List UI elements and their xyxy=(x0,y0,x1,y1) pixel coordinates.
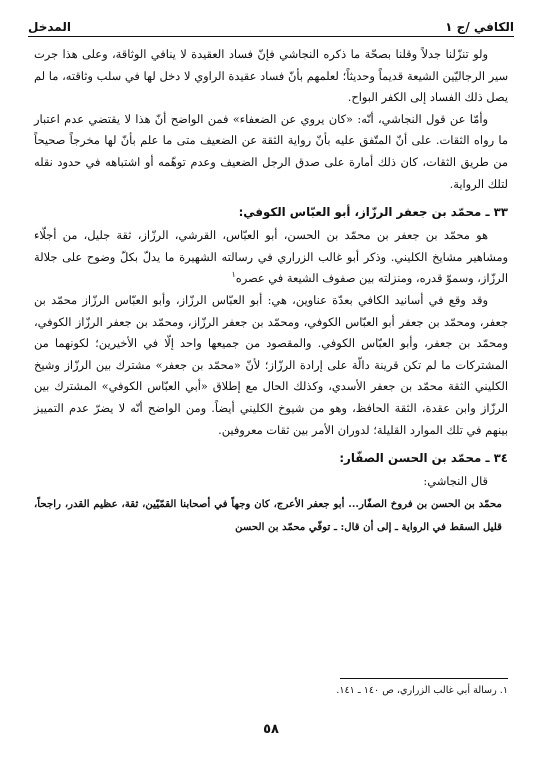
paragraph-1: ولو تنزّلنا جدلاً وقلنا بصحّة ما ذكره النجاشي فإنّ فساد العقيدة لا ينافي الوثاقة، وعلى هذا جرت سير الرجاليّين الشيعة قديماً وحديثاً؛ لعلمهم بأنّ فساد عقيدة الراوي لا دخل لها في سلب وثاقته، ما لم يصل ذلك الفساد إلى الكفر البواح. xyxy=(34,47,508,105)
section-title: المدخل xyxy=(28,20,71,34)
najashi-quote: محمّد بن الحسن بن فروخ الصفّار... أبو جعفر الأعرج، كان وجهاً في أصحابنا القمّيّين، ثقة، عظيم القدر، راجحاً، قليل السقط في الرواية ـ إلى أن قال: ـ توفّي محمّد بن الحسن xyxy=(34,497,502,533)
running-header xyxy=(28,12,514,34)
paragraph-4: وقد وقع في أسانيد الكافي بعدّة عناوين، هي: أبو العبّاس الرزّاز، وأبو العبّاس الرزّاز محمّد بن جعفر، ومحمّد بن جعفر أبو العبّاس الكوفي، ومحمّد بن جعفر الرزّاز، ومحمّد بن جعفر الرزّاز الكوفي، ومحمّد بن جعفر، وأبو العبّاس الكوفي. والمقصود من جميعها واحد إلّا في الأخيرين؛ لكونهما من المشتركات ما لم تكن قرينة دالّة على إرادة الرزّاز؛ لأنّ «محمّد بن جعفر» مشترك بين الرزّاز وشيخ الكليني الثقة محمّد بن جعفر الأسدي، وكذلك الحال مع إطلاق «أبي العبّاس الكوفي» المشترك بين الرزّاز وابن عقدة، الثقة الحافظ، وهو من شيوخ الكليني أيضاً. ومن الواضح أنّه لا يضرّ عدم التمييز بينهم في تلك الموارد القليلة؛ لدوران الأمر بين ثقات معروفين. xyxy=(34,292,508,437)
paragraph-3 xyxy=(34,225,508,290)
section-heading-33: ٣٣ ـ محمّد بن جعفر الرزّاز، أبو العبّاس الكوفي: xyxy=(238,205,508,220)
header-rule xyxy=(28,36,514,37)
footnote: ١. رسالة أبي غالب الزراري، ص ١٤٠ ـ ١٤١. xyxy=(336,685,508,696)
footnote-marker: ١ xyxy=(231,270,236,280)
quote-label: قال النجاشي: xyxy=(423,474,488,489)
book-title: الكافي /ج ١ xyxy=(445,20,514,34)
section-heading-34: ٣٤ ـ محمّد بن الحسن الصفّار: xyxy=(339,451,508,466)
main-text xyxy=(34,44,508,539)
paragraph-2: وأمّا عن قول النجاشي، أنّه: «كان يروي عن الضعفاء» فمن الواضح أنّ هذا لا يقتضي عدم اعتبار ما رواه الثقات. على أنّ المتّفق عليه بأنّ رواية الثقة عن الضعيف متى ما علم بأنّ لها مخرجاً صحيحاً من طريق الثقات، كان ذلك أمارة على صدق الرجل الضعيف وعدم توهّمه أو اشتباهه في حدود نقله لتلك الرواية. xyxy=(34,111,508,191)
paragraph-3-text: هو محمّد بن جعفر بن محمّد بن الحسن، أبو العبّاس، القرشي، الرزّاز، ثقة جليل، من أجلّاء ومشاهير مشايخ الكليني. وذكر أبو غالب الزراري في رسالته الشهيرة ما يدلّ بكلّ وضوح على جلالة الرزّاز، وسموّ قدره، ومنزلته بين صفوف الشيعة في عصره xyxy=(34,228,508,286)
page-number: ٥٨ xyxy=(263,722,279,737)
footnote-rule xyxy=(340,678,508,679)
